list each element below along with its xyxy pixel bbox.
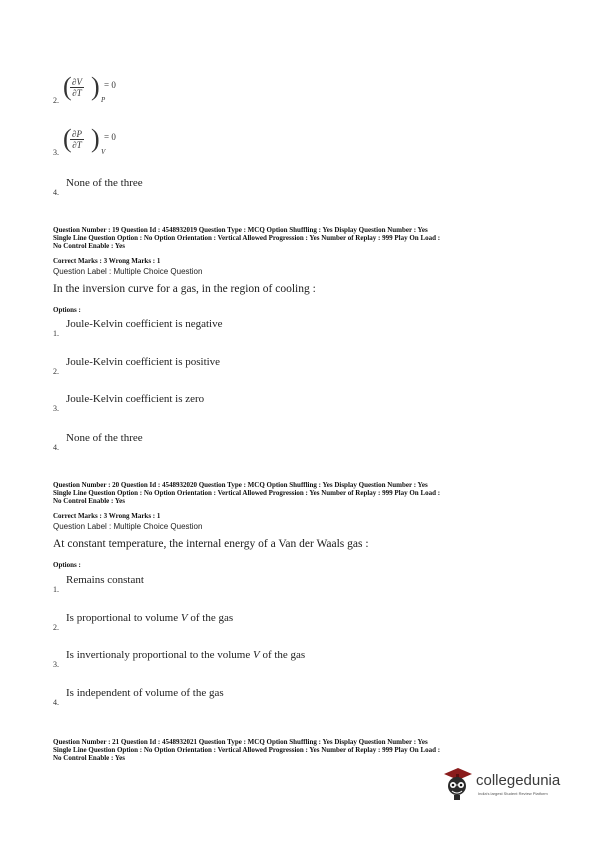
question-label: Question Label : Multiple Choice Question — [53, 522, 203, 531]
logo-tagline: India's largest Student Review Platform — [478, 791, 548, 796]
question-meta: Question Number : 21 Question Id : 4548932021 Question Type : MCQ Option Shuffling : Yes Display Question Number : Yes Single Line Question Option : No Option Orientation : Vertical Allowed Progression : Yes Number of Replay : 999 Play On Load : No Control Enable : Yes — [53, 738, 441, 762]
collegedunia-logo — [440, 766, 580, 806]
close-paren: ) — [91, 72, 100, 101]
question-meta: Question Number : 19 Question Id : 4548932019 Question Type : MCQ Option Shuffling : Yes Display Question Number : Yes Single Line Question Option : No Option Orientation : Vertical Allowed Progression : Yes Number of Replay : 999 Play On Load : No Control Enable : Yes — [53, 226, 441, 250]
equals-zero: = 0 — [104, 80, 116, 90]
option-text: Is invertionaly proportional to the volume V of the gas — [66, 649, 306, 661]
close-paren: ) — [91, 124, 100, 153]
option-text: Joule-Kelvin coefficient is positive — [66, 356, 221, 368]
option-number: 2. — [53, 96, 59, 105]
subscript: V — [101, 148, 106, 156]
option-text: Joule-Kelvin coefficient is negative — [66, 318, 223, 330]
option-number: 1. — [53, 329, 59, 338]
option-number: 1. — [53, 585, 59, 594]
open-paren: ( — [63, 124, 72, 153]
option-text: None of the three — [66, 432, 143, 444]
option-number: 3. — [53, 660, 59, 669]
equals-zero: = 0 — [104, 132, 116, 142]
question-label: Question Label : Multiple Choice Question — [53, 267, 203, 276]
option-number: 4. — [53, 188, 59, 197]
option-text: Joule-Kelvin coefficient is zero — [66, 393, 205, 405]
question-text: At constant temperature, the internal energy of a Van der Waals gas : — [53, 538, 369, 550]
question-meta: Question Number : 20 Question Id : 4548932020 Question Type : MCQ Option Shuffling : Yes Display Question Number : Yes Single Line Question Option : No Option Orientation : Vertical Allowed Progression : Yes Number of Replay : 999 Play On Load : No Control Enable : Yes — [53, 481, 441, 505]
graduate-mascot-icon — [440, 766, 474, 802]
option-text: None of the three — [66, 177, 143, 189]
open-paren: ( — [63, 72, 72, 101]
option-text: Is independent of volume of the gas — [66, 687, 224, 699]
option-number: 4. — [53, 443, 59, 452]
option-text: Remains constant — [66, 574, 144, 586]
option-number: 2. — [53, 367, 59, 376]
option-number: 4. — [53, 698, 59, 707]
partial-derivative: $\frac{\partial V}{\partial T}$ — [72, 77, 82, 98]
option-number: 2. — [53, 623, 59, 632]
logo-wordmark: collegedunia — [476, 772, 561, 789]
option-number: 3. — [53, 404, 59, 413]
partial-derivative: $\frac{\partial P}{\partial T}$ — [72, 129, 82, 150]
options-heading: Options : — [53, 561, 81, 569]
marks-info: Correct Marks : 3 Wrong Marks : 1 — [53, 257, 161, 265]
subscript: P — [101, 96, 106, 104]
options-heading: Options : — [53, 306, 81, 314]
question-text: In the inversion curve for a gas, in the region of cooling : — [53, 283, 316, 295]
option-number: 3. — [53, 148, 59, 157]
marks-info: Correct Marks : 3 Wrong Marks : 1 — [53, 512, 161, 520]
option-text: Is proportional to volume V of the gas — [66, 612, 234, 624]
